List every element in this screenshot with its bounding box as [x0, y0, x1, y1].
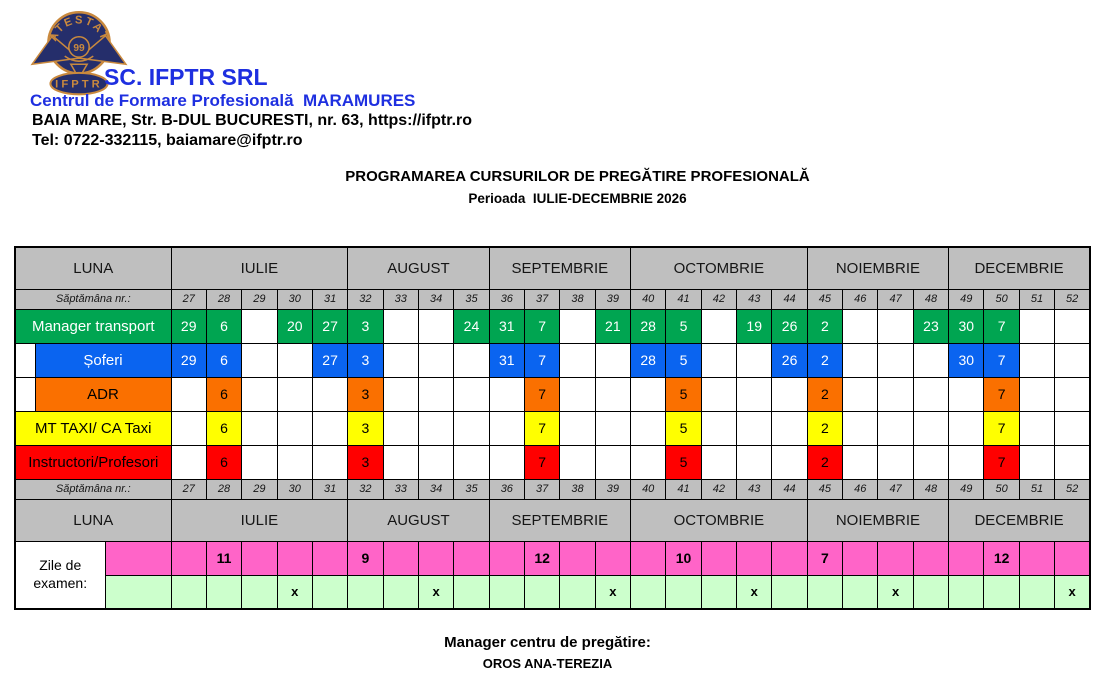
- luna-header-cell: LUNA: [15, 499, 171, 541]
- exam-day-cell: [949, 541, 984, 575]
- exam-x-cell: [454, 575, 489, 609]
- exam-x-cell: x: [418, 575, 453, 609]
- month-cell: DECEMBRIE: [949, 499, 1090, 541]
- course-week-cell: [595, 411, 630, 445]
- week-number-cell: 46: [843, 479, 878, 499]
- exam-x-cell: [984, 575, 1019, 609]
- course-week-cell: [772, 377, 807, 411]
- week-number-cell: 40: [631, 289, 666, 309]
- course-week-cell: [878, 343, 913, 377]
- course-week-cell: 7: [984, 445, 1019, 479]
- week-number-cell: 37: [524, 289, 559, 309]
- exam-day-cell: [454, 541, 489, 575]
- course-week-cell: [1019, 309, 1054, 343]
- course-week-cell: [418, 445, 453, 479]
- indent-cell: [15, 343, 35, 377]
- course-week-cell: [242, 309, 277, 343]
- course-week-cell: 3: [348, 309, 383, 343]
- week-number-cell: 52: [1055, 289, 1090, 309]
- exam-day-cell: [312, 541, 347, 575]
- course-week-cell: 2: [807, 377, 842, 411]
- course-week-cell: [560, 377, 595, 411]
- course-week-cell: 7: [524, 445, 559, 479]
- exam-day-cell: [701, 541, 736, 575]
- course-week-cell: 3: [348, 343, 383, 377]
- course-week-cell: 26: [772, 309, 807, 343]
- month-cell: SEPTEMBRIE: [489, 247, 630, 289]
- course-week-cell: [489, 445, 524, 479]
- course-week-cell: [949, 445, 984, 479]
- exam-day-cell: 12: [984, 541, 1019, 575]
- month-cell: OCTOMBRIE: [631, 499, 808, 541]
- course-week-cell: 2: [807, 343, 842, 377]
- indent-cell: [15, 377, 35, 411]
- course-week-cell: [1055, 445, 1090, 479]
- week-number-cell: 49: [949, 479, 984, 499]
- logo-arc-text: ATESTAT: [47, 14, 111, 44]
- page-subtitle: Perioada IULIE-DECEMBRIE 2026: [468, 191, 687, 206]
- footer-name: OROS ANA-TEREZIA: [482, 656, 613, 671]
- course-week-cell: [277, 445, 312, 479]
- course-week-cell: [383, 411, 418, 445]
- week-number-cell: 41: [666, 479, 701, 499]
- week-number-cell: 37: [524, 479, 559, 499]
- exam-day-cell: 10: [666, 541, 701, 575]
- course-week-cell: [560, 411, 595, 445]
- course-week-cell: [454, 411, 489, 445]
- exam-x-cell: [701, 575, 736, 609]
- course-week-cell: [1019, 411, 1054, 445]
- week-number-cell: 47: [878, 289, 913, 309]
- course-week-cell: 7: [524, 343, 559, 377]
- week-number-cell: 42: [701, 479, 736, 499]
- week-number-cell: 29: [242, 289, 277, 309]
- week-number-cell: 28: [206, 479, 241, 499]
- course-week-cell: [737, 445, 772, 479]
- course-week-cell: [242, 411, 277, 445]
- course-week-cell: [595, 377, 630, 411]
- week-number-cell: 51: [1019, 479, 1054, 499]
- phone-line: Tel: 0722-332115, baiamare@ifptr.ro: [32, 132, 303, 149]
- page-title: PROGRAMAREA CURSURILOR DE PREGĂTIRE PROFESIONALĂ: [345, 168, 810, 185]
- course-week-cell: 7: [524, 309, 559, 343]
- exam-day-cell: [560, 541, 595, 575]
- week-number-cell: 33: [383, 289, 418, 309]
- course-week-cell: [418, 377, 453, 411]
- exam-filler-cell: [105, 541, 171, 575]
- course-week-cell: [383, 445, 418, 479]
- course-week-cell: 7: [524, 377, 559, 411]
- exam-x-cell: [383, 575, 418, 609]
- course-week-cell: [418, 309, 453, 343]
- course-week-cell: 3: [348, 445, 383, 479]
- exam-day-cell: [737, 541, 772, 575]
- course-week-cell: [312, 445, 347, 479]
- schedule-table: [14, 246, 1091, 610]
- course-week-cell: 3: [348, 377, 383, 411]
- exam-x-cell: x: [737, 575, 772, 609]
- course-week-cell: 29: [171, 343, 206, 377]
- month-cell: DECEMBRIE: [949, 247, 1090, 289]
- course-week-cell: [631, 411, 666, 445]
- exam-day-cell: [242, 541, 277, 575]
- course-week-cell: [701, 309, 736, 343]
- course-week-cell: [383, 343, 418, 377]
- course-week-cell: 31: [489, 309, 524, 343]
- week-number-cell: 38: [560, 289, 595, 309]
- week-number-cell: 38: [560, 479, 595, 499]
- course-week-cell: [454, 445, 489, 479]
- week-number-cell: 43: [737, 479, 772, 499]
- week-number-cell: 36: [489, 479, 524, 499]
- course-week-cell: 2: [807, 309, 842, 343]
- course-week-cell: [878, 445, 913, 479]
- week-number-cell: 52: [1055, 479, 1090, 499]
- course-week-cell: [560, 343, 595, 377]
- week-number-cell: 32: [348, 479, 383, 499]
- course-week-cell: 7: [984, 343, 1019, 377]
- course-week-cell: [913, 445, 948, 479]
- course-week-cell: 28: [631, 309, 666, 343]
- course-week-cell: 19: [737, 309, 772, 343]
- schedule-grid: [14, 246, 1091, 610]
- exam-day-cell: [843, 541, 878, 575]
- course-week-cell: 6: [206, 343, 241, 377]
- course-week-cell: [277, 411, 312, 445]
- course-week-cell: 6: [206, 309, 241, 343]
- course-week-cell: 20: [277, 309, 312, 343]
- exam-day-cell: [489, 541, 524, 575]
- course-week-cell: [312, 411, 347, 445]
- week-number-cell: 35: [454, 289, 489, 309]
- week-number-cell: 44: [772, 289, 807, 309]
- week-number-cell: 36: [489, 289, 524, 309]
- exam-x-cell: x: [277, 575, 312, 609]
- week-number-cell: 40: [631, 479, 666, 499]
- week-number-cell: 42: [701, 289, 736, 309]
- course-week-cell: [277, 377, 312, 411]
- exam-x-cell: x: [595, 575, 630, 609]
- week-number-cell: 45: [807, 289, 842, 309]
- week-number-cell: 34: [418, 289, 453, 309]
- course-label: Instructori/Profesori: [15, 445, 171, 479]
- exam-x-cell: [631, 575, 666, 609]
- month-cell: OCTOMBRIE: [631, 247, 808, 289]
- course-week-cell: [383, 309, 418, 343]
- course-week-cell: 27: [312, 343, 347, 377]
- week-number-cell: 41: [666, 289, 701, 309]
- course-week-cell: [701, 411, 736, 445]
- course-week-cell: [913, 343, 948, 377]
- course-week-cell: [560, 309, 595, 343]
- course-week-cell: [878, 309, 913, 343]
- exam-x-cell: [666, 575, 701, 609]
- exam-day-cell: [631, 541, 666, 575]
- exam-x-cell: [560, 575, 595, 609]
- footer-title: Manager centru de pregătire:: [444, 634, 651, 651]
- course-week-cell: 5: [666, 343, 701, 377]
- course-week-cell: 5: [666, 445, 701, 479]
- exam-day-cell: [913, 541, 948, 575]
- luna-header-cell: LUNA: [15, 247, 171, 289]
- course-week-cell: [631, 445, 666, 479]
- course-week-cell: [1019, 377, 1054, 411]
- week-number-cell: 45: [807, 479, 842, 499]
- course-week-cell: [489, 377, 524, 411]
- course-week-cell: [454, 377, 489, 411]
- course-label: MT TAXI/ CA Taxi: [15, 411, 171, 445]
- course-week-cell: 6: [206, 377, 241, 411]
- exam-day-cell: [418, 541, 453, 575]
- course-week-cell: [242, 343, 277, 377]
- course-week-cell: 6: [206, 411, 241, 445]
- exam-x-cell: [489, 575, 524, 609]
- exam-day-cell: 11: [206, 541, 241, 575]
- exam-x-cell: [772, 575, 807, 609]
- exam-x-cell: x: [878, 575, 913, 609]
- week-number-cell: 31: [312, 289, 347, 309]
- course-week-cell: [418, 411, 453, 445]
- exam-day-cell: [383, 541, 418, 575]
- course-week-cell: [418, 343, 453, 377]
- week-number-cell: 50: [984, 479, 1019, 499]
- course-week-cell: [454, 343, 489, 377]
- week-number-cell: 33: [383, 479, 418, 499]
- exam-x-cell: [1019, 575, 1054, 609]
- course-week-cell: [843, 343, 878, 377]
- exam-x-cell: [348, 575, 383, 609]
- course-week-cell: [595, 343, 630, 377]
- course-week-cell: [737, 343, 772, 377]
- month-cell: SEPTEMBRIE: [489, 499, 630, 541]
- course-week-cell: [772, 411, 807, 445]
- course-week-cell: [843, 309, 878, 343]
- course-week-cell: [772, 445, 807, 479]
- week-number-cell: 30: [277, 289, 312, 309]
- week-number-cell: 27: [171, 479, 206, 499]
- exam-day-cell: [1019, 541, 1054, 575]
- course-week-cell: 30: [949, 309, 984, 343]
- exam-day-cell: [1055, 541, 1090, 575]
- course-week-cell: [560, 445, 595, 479]
- exam-day-cell: [171, 541, 206, 575]
- exam-x-cell: [524, 575, 559, 609]
- week-number-cell: 39: [595, 479, 630, 499]
- course-label: Manager transport: [15, 309, 171, 343]
- course-week-cell: 5: [666, 377, 701, 411]
- logo-year-text: 99: [73, 43, 85, 54]
- course-week-cell: [1019, 343, 1054, 377]
- week-number-cell: 50: [984, 289, 1019, 309]
- course-week-cell: 2: [807, 445, 842, 479]
- course-week-cell: 27: [312, 309, 347, 343]
- course-week-cell: [949, 377, 984, 411]
- course-week-cell: 31: [489, 343, 524, 377]
- course-week-cell: [277, 343, 312, 377]
- course-week-cell: [171, 445, 206, 479]
- exam-day-cell: 12: [524, 541, 559, 575]
- week-number-cell: 29: [242, 479, 277, 499]
- course-week-cell: [913, 377, 948, 411]
- week-number-cell: 30: [277, 479, 312, 499]
- course-week-cell: 2: [807, 411, 842, 445]
- exam-x-cell: [843, 575, 878, 609]
- exam-day-cell: 9: [348, 541, 383, 575]
- week-label-cell: Săptămâna nr.:: [15, 479, 171, 499]
- address-line: BAIA MARE, Str. B-DUL BUCURESTI, nr. 63, https://ifptr.ro: [32, 112, 473, 129]
- course-week-cell: [878, 411, 913, 445]
- course-week-cell: [1055, 411, 1090, 445]
- course-week-cell: 5: [666, 309, 701, 343]
- course-week-cell: [843, 377, 878, 411]
- course-week-cell: [1055, 309, 1090, 343]
- week-number-cell: 35: [454, 479, 489, 499]
- week-number-cell: 49: [949, 289, 984, 309]
- exam-label: Zile de examen:: [15, 541, 105, 609]
- exam-x-cell: [807, 575, 842, 609]
- week-number-cell: 39: [595, 289, 630, 309]
- month-cell: IULIE: [171, 499, 348, 541]
- course-week-cell: 21: [595, 309, 630, 343]
- course-week-cell: 23: [913, 309, 948, 343]
- exam-x-cell: [206, 575, 241, 609]
- course-week-cell: [383, 377, 418, 411]
- course-week-cell: [701, 377, 736, 411]
- week-number-cell: 51: [1019, 289, 1054, 309]
- month-cell: NOIEMBRIE: [807, 499, 948, 541]
- exam-x-cell: [312, 575, 347, 609]
- course-week-cell: [171, 411, 206, 445]
- week-number-cell: 31: [312, 479, 347, 499]
- company-name: SC. IFPTR SRL: [104, 64, 268, 90]
- course-week-cell: 7: [984, 377, 1019, 411]
- exam-day-cell: [277, 541, 312, 575]
- course-week-cell: [312, 377, 347, 411]
- course-week-cell: [595, 445, 630, 479]
- week-number-cell: 46: [843, 289, 878, 309]
- course-week-cell: [631, 377, 666, 411]
- course-week-cell: [1055, 377, 1090, 411]
- course-label: ADR: [35, 377, 171, 411]
- course-week-cell: 7: [524, 411, 559, 445]
- course-week-cell: [843, 445, 878, 479]
- course-week-cell: [171, 377, 206, 411]
- week-number-cell: 43: [737, 289, 772, 309]
- course-week-cell: 7: [984, 309, 1019, 343]
- course-week-cell: 3: [348, 411, 383, 445]
- week-number-cell: 32: [348, 289, 383, 309]
- course-week-cell: [737, 377, 772, 411]
- exam-day-cell: [595, 541, 630, 575]
- course-week-cell: 6: [206, 445, 241, 479]
- course-week-cell: [701, 445, 736, 479]
- course-week-cell: [489, 411, 524, 445]
- week-number-cell: 28: [206, 289, 241, 309]
- course-week-cell: [242, 445, 277, 479]
- month-cell: AUGUST: [348, 499, 489, 541]
- month-cell: AUGUST: [348, 247, 489, 289]
- exam-x-cell: x: [1055, 575, 1090, 609]
- course-week-cell: 24: [454, 309, 489, 343]
- course-week-cell: 5: [666, 411, 701, 445]
- course-week-cell: 28: [631, 343, 666, 377]
- month-cell: NOIEMBRIE: [807, 247, 948, 289]
- course-week-cell: 26: [772, 343, 807, 377]
- course-week-cell: 7: [984, 411, 1019, 445]
- course-week-cell: [701, 343, 736, 377]
- course-week-cell: [913, 411, 948, 445]
- week-number-cell: 27: [171, 289, 206, 309]
- exam-x-cell: [949, 575, 984, 609]
- week-number-cell: 48: [913, 289, 948, 309]
- course-week-cell: [1055, 343, 1090, 377]
- exam-day-cell: [878, 541, 913, 575]
- course-week-cell: [242, 377, 277, 411]
- logo-banner-text: IFPTR: [55, 78, 103, 91]
- course-week-cell: 30: [949, 343, 984, 377]
- course-week-cell: [949, 411, 984, 445]
- course-week-cell: [737, 411, 772, 445]
- course-week-cell: 29: [171, 309, 206, 343]
- week-number-cell: 44: [772, 479, 807, 499]
- week-label-cell: Săptămâna nr.:: [15, 289, 171, 309]
- course-label: Șoferi: [35, 343, 171, 377]
- course-week-cell: [1019, 445, 1054, 479]
- exam-day-cell: 7: [807, 541, 842, 575]
- week-number-cell: 47: [878, 479, 913, 499]
- exam-x-cell: [171, 575, 206, 609]
- exam-x-cell: [242, 575, 277, 609]
- exam-day-cell: [772, 541, 807, 575]
- week-number-cell: 48: [913, 479, 948, 499]
- week-number-cell: 34: [418, 479, 453, 499]
- exam-filler-cell: [105, 575, 171, 609]
- month-cell: IULIE: [171, 247, 348, 289]
- course-week-cell: [843, 411, 878, 445]
- center-name: Centrul de Formare Profesională MARAMURES: [30, 91, 416, 110]
- course-week-cell: [878, 377, 913, 411]
- exam-x-cell: [913, 575, 948, 609]
